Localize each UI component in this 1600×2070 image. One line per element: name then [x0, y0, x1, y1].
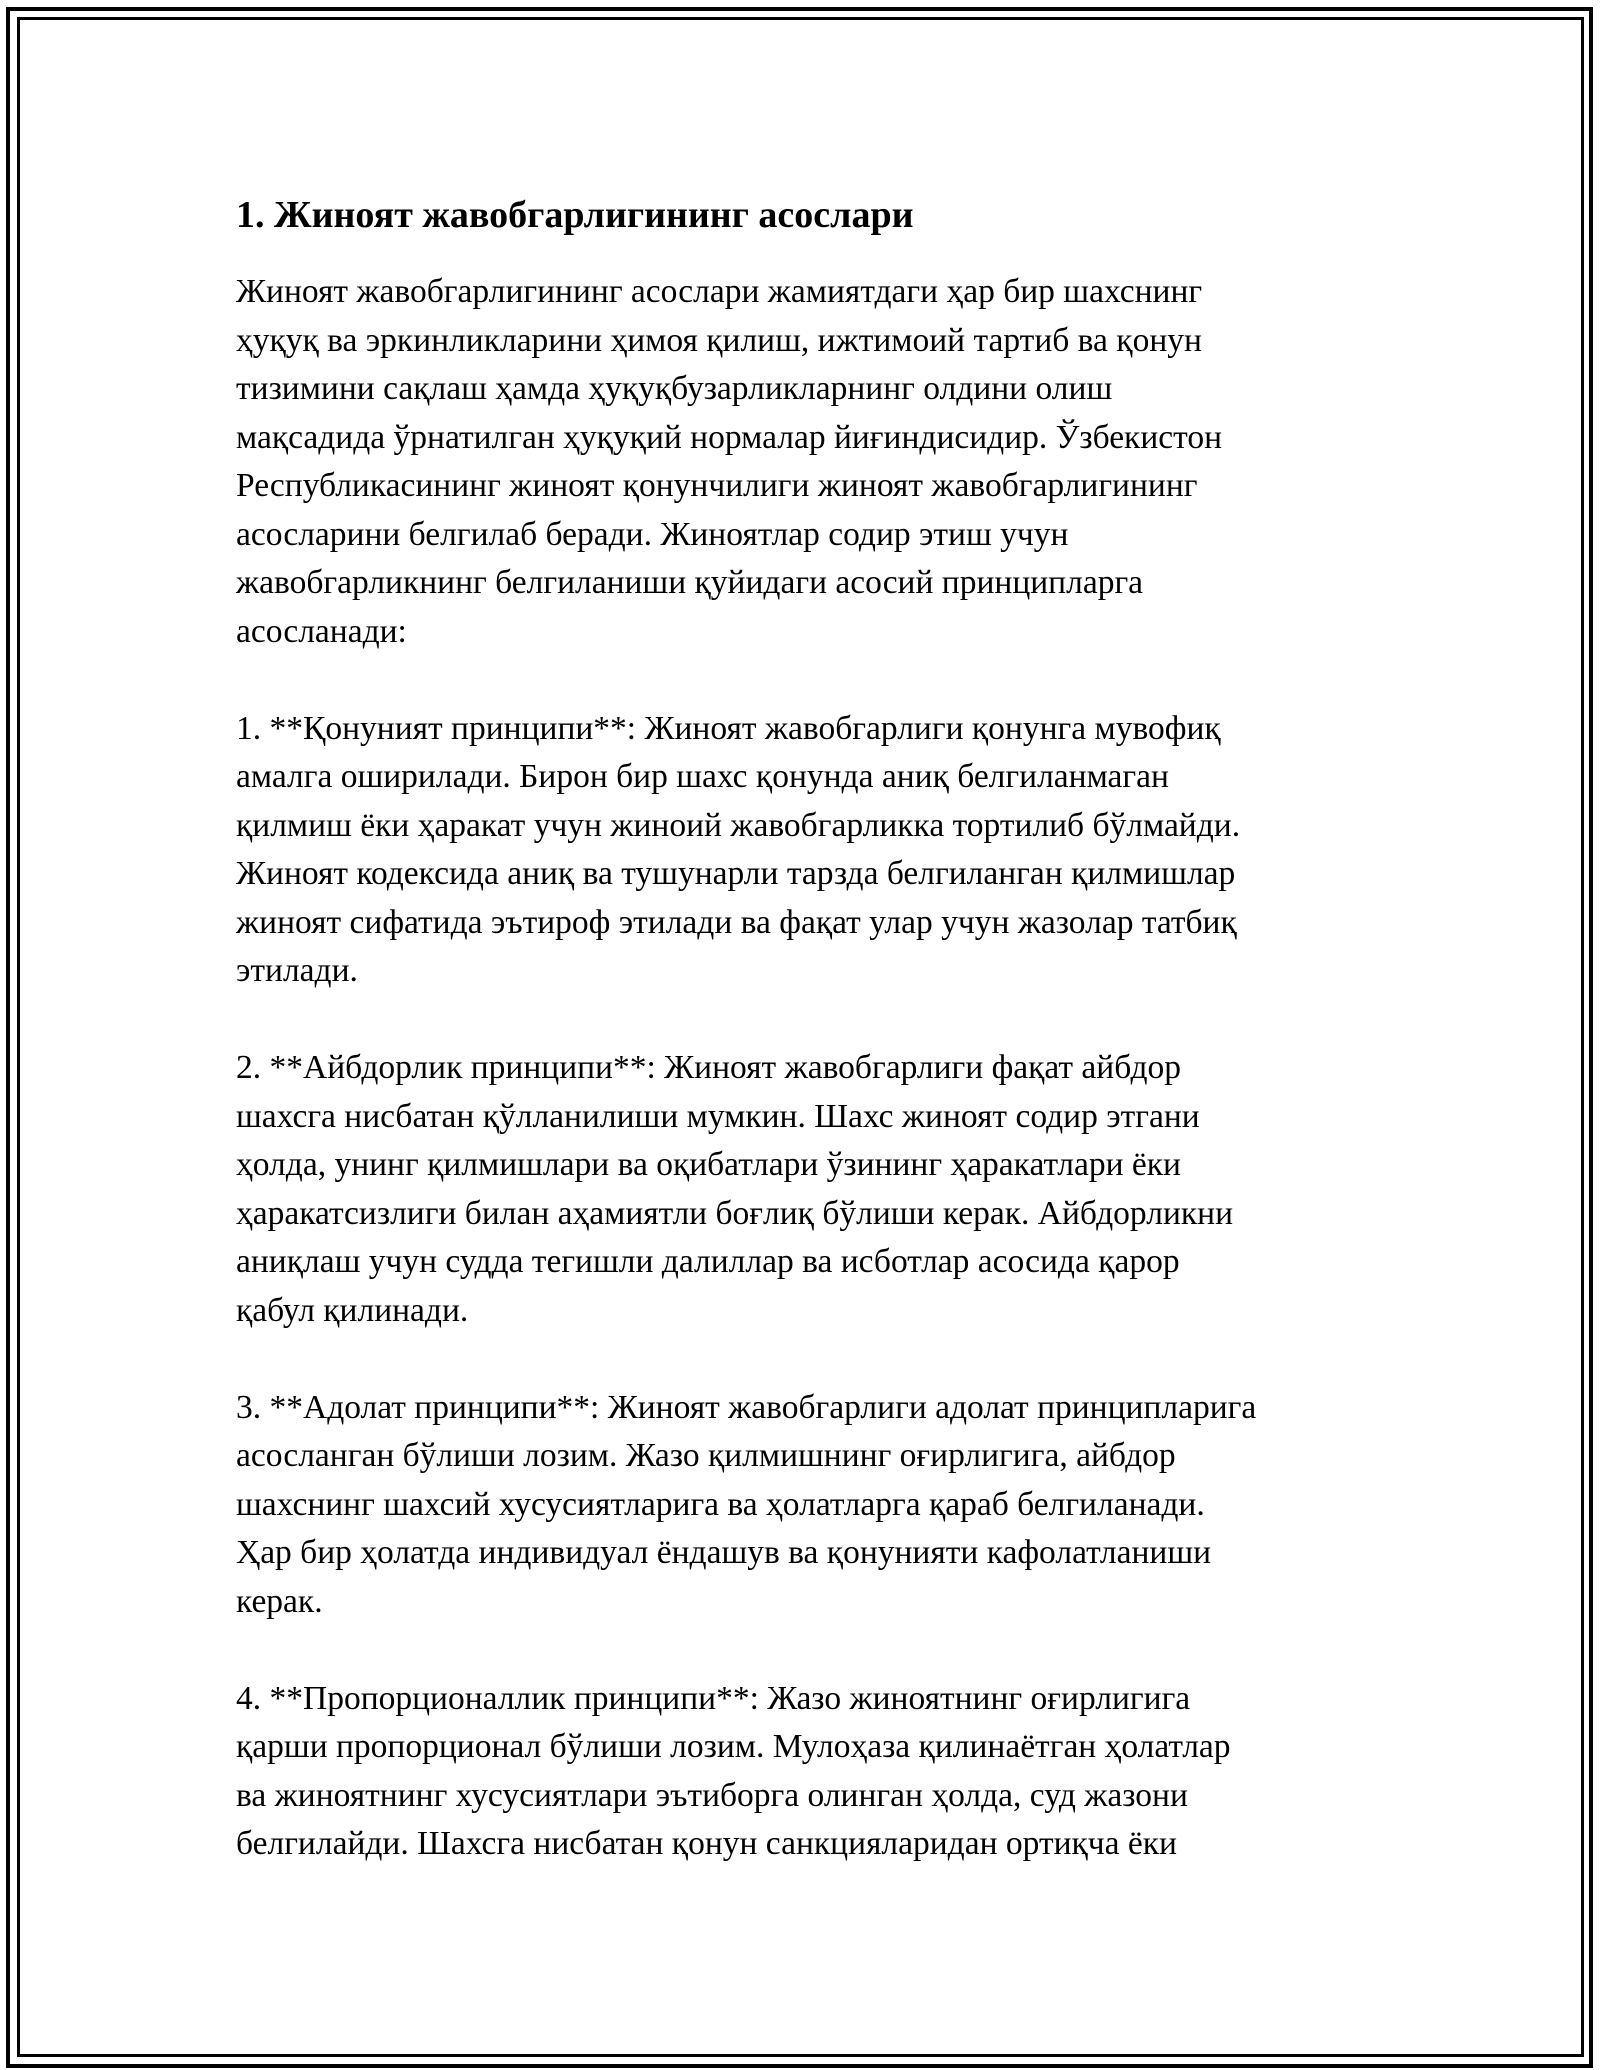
text-line: қарши пропорционал бўлиши лозим. Мулоҳаза қилинаётган ҳолатлар	[236, 1728, 1231, 1765]
text-line: аниқлаш учун судда тегишли далиллар ва исботлар асосида қарор	[236, 1243, 1180, 1280]
text-line: қабул қилинади.	[236, 1291, 469, 1329]
text-line: асосларини белгилаб беради. Жиноятлар содир этиш учун	[236, 515, 1069, 553]
text-line: Республикасининг жиноят қонунчилиги жиноят жавобгарлигининг	[236, 467, 1198, 504]
text-line: 1. **Қонуният принципи**: Жиноят жавобгарлиги қонунга мувофиқ	[236, 709, 1221, 747]
text-line: шахсга нисбатан қўлланилиши мумкин. Шахс жиноят содир этгани	[236, 1097, 1200, 1135]
document-body	[236, 190, 1376, 1917]
text-line: жавобгарликнинг белгиланиши қуйидаги асосий принципларга	[236, 564, 1144, 601]
text-line: асосланади:	[236, 612, 407, 650]
text-line: ҳолда, унинг қилмишлари ва оқибатлари ўзининг ҳаракатлари ёки	[236, 1146, 1181, 1183]
text-line: жиноят сифатида эътироф этилади ва фақат улар учун жазолар татбиқ	[236, 903, 1237, 941]
paragraph-4	[236, 1384, 1376, 1627]
paragraph-list	[236, 268, 1376, 1869]
text-line: 3. **Адолат принципи**: Жиноят жавобгарлиги адолат принципларига	[236, 1388, 1257, 1426]
text-line: Жиноят кодексида аниқ ва тушунарли тарзда белгиланган қилмишлар	[236, 855, 1236, 892]
text-line: тизимини сақлаш ҳамда ҳуқуқбузарликларнинг олдини олиш	[236, 370, 1113, 407]
text-line: асосланган бўлиши лозим. Жазо қилмишнинг оғирлигига, айбдор	[236, 1437, 1176, 1474]
text-line: белгилайди. Шахсга нисбатан қонун санкцияларидан ортиқча ёки	[236, 1825, 1177, 1862]
paragraph-5	[236, 1675, 1376, 1869]
text-line: ҳуқуқ ва эркинликларини ҳимоя қилиш, ижтимоий тартиб ва қонун	[236, 321, 1202, 359]
text-line: шахснинг шахсий хусусиятларига ва ҳолатларга қараб белгиланади.	[236, 1485, 1205, 1523]
text-line: қилмиш ёки ҳаракат учун жиноий жавобгарликка тортилиб бўлмайди.	[236, 806, 1241, 844]
paragraph-1	[236, 268, 1376, 656]
text-line: мақсадида ўрнатилган ҳуқуқий нормалар йиғиндисидир. Ўзбекистон	[236, 418, 1223, 456]
text-line: керак.	[236, 1582, 323, 1620]
text-line: амалга оширилади. Бирон бир шахс қонунда аниқ белгиланмаган	[236, 758, 1169, 795]
text-line: Жиноят жавобгарлигининг асослари жамиятдаги ҳар бир шахснинг	[236, 273, 1203, 310]
section-heading: 1. Жиноят жавобгарлигининг асослари	[236, 194, 914, 236]
text-line: этилади.	[236, 952, 358, 989]
text-line: Ҳар бир ҳолатда индивидуал ёндашув ва қонунияти кафолатланиши	[236, 1534, 1212, 1571]
text-line: 4. **Пропорционаллик принципи**: Жазо жиноятнинг оғирлигига	[236, 1679, 1191, 1717]
text-line: ҳаракатсизлиги билан аҳамиятли боғлиқ бўлиши керак. Айбдорликни	[236, 1194, 1234, 1232]
paragraph-3	[236, 1044, 1376, 1335]
text-line: 2. **Айбдорлик принципи**: Жиноят жавобгарлиги фақат айбдор	[236, 1049, 1181, 1086]
text-line: ва жиноятнинг хусусиятлари эътиборга олинган ҳолда, суд жазони	[236, 1776, 1188, 1814]
paragraph-2	[236, 705, 1376, 996]
